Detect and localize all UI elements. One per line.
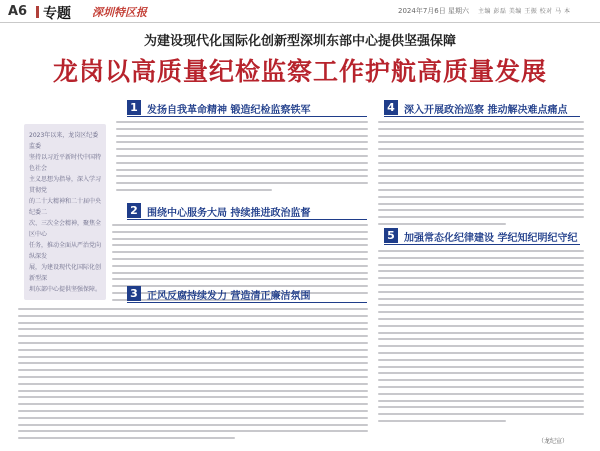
body-text-line bbox=[116, 175, 368, 177]
body-text-line bbox=[378, 270, 584, 272]
body-text-line bbox=[112, 244, 368, 246]
body-text-line bbox=[378, 406, 584, 408]
body-text-line bbox=[112, 238, 368, 240]
body-text-line bbox=[378, 386, 584, 388]
intro-line: 2023年以来，龙岗区纪委监委 bbox=[29, 132, 99, 150]
body-text-line bbox=[378, 284, 584, 286]
body-text-line bbox=[116, 182, 368, 184]
section-3-number: 3 bbox=[127, 286, 141, 301]
section-4-number: 4 bbox=[384, 100, 398, 115]
section-1-title: 发扬自我革命精神 锻造纪检监察铁军 bbox=[147, 105, 311, 116]
intro-line: 次、三次全会精神，聚焦全区中心 bbox=[29, 220, 102, 238]
body-text-line bbox=[378, 216, 584, 218]
section-5-body bbox=[378, 250, 584, 432]
body-text-line bbox=[378, 420, 506, 422]
editor-credits: 主编 彭磊 美编 王振 校对 马 本 bbox=[478, 8, 571, 15]
intro-summary-box bbox=[24, 124, 106, 300]
page-number: A6 bbox=[8, 4, 28, 19]
body-text-line bbox=[18, 390, 368, 392]
section-5-rule bbox=[384, 244, 580, 245]
body-text-line bbox=[378, 291, 584, 293]
body-text-line bbox=[18, 383, 368, 385]
body-text-line bbox=[378, 325, 584, 327]
section-3-rule bbox=[127, 302, 367, 303]
section-2-rule bbox=[127, 219, 367, 220]
intro-line: 任务，推动全面从严治党向纵深发 bbox=[29, 242, 102, 260]
body-text-line bbox=[378, 379, 584, 381]
body-text-line bbox=[116, 135, 368, 137]
body-text-line bbox=[378, 169, 584, 171]
body-text-line bbox=[18, 430, 368, 432]
body-text-line bbox=[378, 298, 584, 300]
section-4-body bbox=[378, 121, 584, 227]
body-text-line bbox=[18, 403, 368, 405]
body-text-line bbox=[378, 128, 584, 130]
body-text-line bbox=[378, 338, 584, 340]
body-text-line bbox=[18, 362, 368, 364]
body-text-line bbox=[116, 121, 368, 123]
body-text-line bbox=[378, 223, 506, 225]
body-text-line bbox=[378, 304, 584, 306]
body-text-line bbox=[378, 352, 584, 354]
body-text-line bbox=[378, 121, 584, 123]
body-text-line bbox=[18, 417, 368, 419]
body-text-line bbox=[18, 356, 368, 358]
body-text-line bbox=[116, 128, 368, 130]
section-5-title: 加强常态化纪律建设 学纪知纪明纪守纪 bbox=[404, 233, 578, 244]
section-5-number: 5 bbox=[384, 228, 398, 243]
section-name: 专题 bbox=[43, 6, 71, 22]
body-text-line bbox=[18, 369, 368, 371]
intro-line: 展，为建设现代化国际化创新型深 bbox=[29, 264, 102, 282]
body-text-line bbox=[378, 366, 584, 368]
body-text-line bbox=[378, 318, 584, 320]
body-text-line bbox=[116, 189, 272, 191]
body-text-line bbox=[378, 372, 584, 374]
body-text-line bbox=[116, 141, 368, 143]
body-text-line bbox=[18, 376, 368, 378]
body-text-line bbox=[112, 278, 368, 280]
body-text-line bbox=[378, 155, 584, 157]
section-1-number: 1 bbox=[127, 100, 141, 115]
section-3-body bbox=[18, 308, 368, 448]
body-text-line bbox=[112, 224, 368, 226]
body-text-line bbox=[378, 393, 584, 395]
body-text-line bbox=[378, 182, 584, 184]
body-text-line bbox=[378, 257, 584, 259]
body-text-line bbox=[378, 209, 584, 211]
body-text-line bbox=[18, 349, 368, 351]
newspaper-logo: 深圳特区报 bbox=[92, 6, 147, 19]
section-4-rule bbox=[384, 116, 580, 117]
body-text-line bbox=[112, 265, 368, 267]
section-1-rule bbox=[127, 116, 367, 117]
body-text-line bbox=[18, 322, 368, 324]
intro-line: 坚持以习近平新时代中国特色社会 bbox=[29, 154, 102, 172]
body-text-line bbox=[18, 342, 368, 344]
body-text-line bbox=[18, 396, 368, 398]
body-text-line bbox=[18, 315, 368, 317]
body-text-line bbox=[378, 359, 584, 361]
intro-line: 主义思想为指导，深入学习贯彻党 bbox=[29, 176, 102, 194]
issue-date: 2024年7月6日 星期六 bbox=[398, 7, 469, 15]
body-text-line bbox=[112, 258, 368, 260]
section-2-number: 2 bbox=[127, 203, 141, 218]
body-text-line bbox=[378, 148, 584, 150]
section-accent-bar bbox=[36, 6, 39, 18]
body-text-line bbox=[116, 169, 368, 171]
section-3-title: 正风反腐持续发力 营造清正廉洁氛围 bbox=[147, 291, 311, 302]
body-text-line bbox=[378, 203, 584, 205]
body-text-line bbox=[378, 413, 584, 415]
body-text-line bbox=[378, 141, 584, 143]
body-text-line bbox=[18, 328, 368, 330]
author-signature: （龙纪宣） bbox=[538, 438, 569, 445]
body-text-line bbox=[378, 175, 584, 177]
body-text-line bbox=[378, 400, 584, 402]
article-subtitle: 为建设现代化国际化创新型深圳东部中心提供坚强保障 bbox=[143, 34, 456, 49]
intro-line: 的二十大精神和二十届中央纪委二 bbox=[29, 198, 102, 216]
body-text-line bbox=[18, 437, 235, 439]
section-1-body bbox=[116, 121, 368, 201]
body-text-line bbox=[378, 277, 584, 279]
body-text-line bbox=[18, 335, 368, 337]
body-text-line bbox=[378, 311, 584, 313]
body-text-line bbox=[116, 148, 368, 150]
body-text-line bbox=[18, 410, 368, 412]
section-2-title: 围绕中心服务大局 持续推进政治监督 bbox=[147, 208, 311, 219]
body-text-line bbox=[116, 155, 368, 157]
body-text-line bbox=[378, 264, 584, 266]
body-text-line bbox=[378, 196, 584, 198]
body-text-line bbox=[18, 308, 368, 310]
body-text-line bbox=[378, 345, 584, 347]
body-text-line bbox=[112, 272, 368, 274]
body-text-line bbox=[116, 162, 368, 164]
intro-line: 圳东部中心提供坚强保障。 bbox=[29, 286, 102, 293]
section-4-title: 深入开展政治巡察 推动解决难点痛点 bbox=[404, 105, 568, 116]
article-headline: 龙岗以高质量纪检监察工作护航高质量发展 bbox=[52, 57, 547, 86]
body-text-line bbox=[112, 251, 368, 253]
body-text-line bbox=[378, 189, 584, 191]
body-text-line bbox=[378, 332, 584, 334]
body-text-line bbox=[378, 162, 584, 164]
body-text-line bbox=[378, 135, 584, 137]
body-text-line bbox=[112, 231, 368, 233]
body-text-line bbox=[378, 250, 584, 252]
body-text-line bbox=[18, 424, 368, 426]
